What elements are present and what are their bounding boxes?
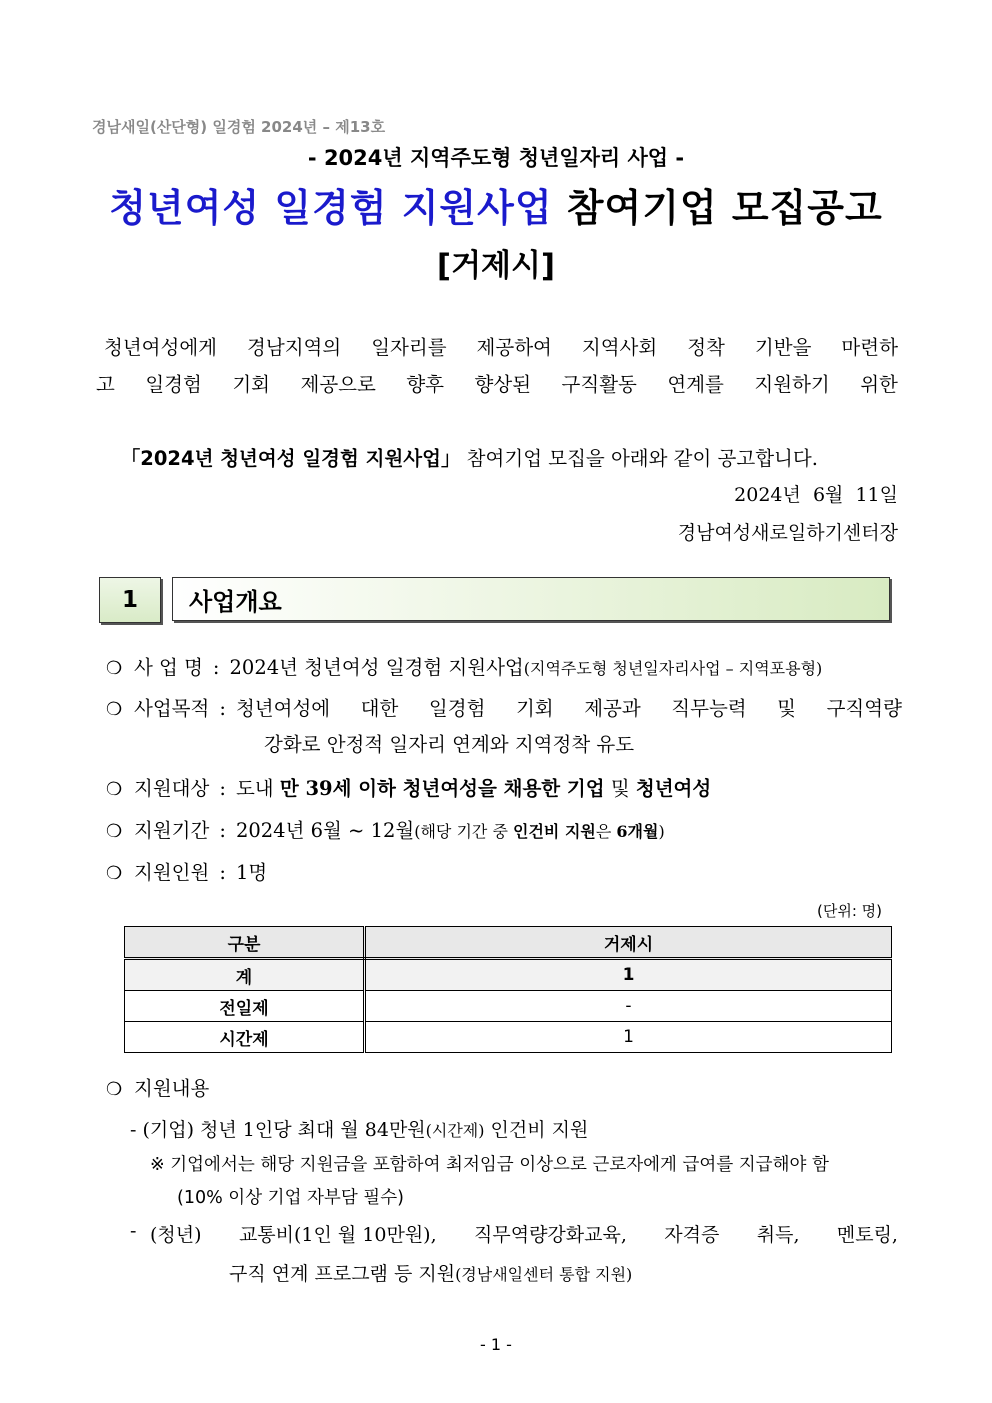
dash: - <box>130 1119 137 1141</box>
recruitment-table <box>124 926 892 1053</box>
intro-line-3-rest: 참여기업 모집을 아래와 같이 공고합니다. <box>460 447 818 470</box>
purpose-word: 일경험 <box>428 697 486 720</box>
intro-line-1 <box>96 329 898 366</box>
purpose-word: 및 <box>777 697 797 720</box>
intro-word: 구직활동 <box>561 373 637 396</box>
item-colon: : <box>219 697 226 720</box>
region-title: [거제시] <box>436 248 556 284</box>
period-note: ) <box>658 822 665 841</box>
item-people <box>106 857 902 885</box>
table-cell: 전일제 <box>125 991 365 1022</box>
support-youth-line-1 <box>150 1220 898 1247</box>
target-highlight: 만 39세 이하 청년여성을 채용한 기업 <box>279 777 605 800</box>
item-value: 1명 <box>235 861 268 884</box>
support-company-text: (기업) 청년 1인당 최대 월 84만원 <box>142 1119 426 1141</box>
period-note: 은 <box>595 822 617 841</box>
document-title <box>0 177 992 232</box>
youth-word: 멘토링, <box>836 1224 898 1246</box>
purpose-word: 직무능력 <box>671 697 747 720</box>
intro-word: 위한 <box>860 373 898 396</box>
business-name-note: (지역주도형 청년일자리사업 – 지역포용형) <box>523 659 823 678</box>
intro-word: 지원하기 <box>754 373 830 396</box>
intro-word: 일경험 <box>145 373 202 396</box>
support-company <box>130 1115 588 1142</box>
bullet-circle-icon: ❍ <box>106 658 123 679</box>
item-colon: : <box>219 819 226 842</box>
table-cell: - <box>365 991 892 1022</box>
bullet-circle-icon: ❍ <box>106 779 123 800</box>
page-number: - 1 - <box>480 1335 512 1354</box>
intro-line-2 <box>96 366 898 403</box>
item-period <box>106 815 902 843</box>
item-purpose <box>106 693 902 721</box>
youth-word: (청년) <box>150 1224 202 1246</box>
table-header-cell: 거제시 <box>365 927 892 959</box>
support-note-line-2: (10% 이상 기업 자부담 필수) <box>177 1188 404 1208</box>
purpose-line-2: 강화로 안정적 일자리 연계와 지역정착 유도 <box>264 733 635 756</box>
intro-word: 제공하여 <box>476 336 552 359</box>
item-colon: : <box>219 777 226 800</box>
intro-word: 기회 <box>232 373 271 396</box>
intro-word: 연계를 <box>667 373 724 396</box>
item-target <box>106 773 902 801</box>
announcement-date: 2024년 6월 11일 <box>734 484 898 506</box>
youth-word: 교통비(1인 월 10만원), <box>238 1224 437 1246</box>
youth-word: 취득, <box>756 1224 800 1246</box>
table-cell: 1 <box>365 959 892 991</box>
title-highlight: 청년여성 일경험 지원사업 <box>109 186 553 230</box>
bullet-circle-icon: ❍ <box>106 699 123 720</box>
purpose-word: 제공과 <box>584 697 641 720</box>
youth-word: 자격증 <box>664 1224 720 1246</box>
item-label: 지원기간 <box>134 819 210 842</box>
section-title: 사업개요 <box>172 577 890 621</box>
purpose-word: 청년여성에 <box>235 697 331 720</box>
item-colon: : <box>212 656 220 679</box>
table-row <box>125 959 892 991</box>
intro-word: 정착 <box>687 336 725 359</box>
target-text: 및 <box>604 777 636 800</box>
intro-word: 경남지역의 <box>247 336 342 359</box>
item-value <box>236 815 902 843</box>
item-value <box>236 693 902 721</box>
youth-word: 직무역량강화교육, <box>474 1224 627 1246</box>
period-note: (해당 기간 중 <box>414 822 514 841</box>
table-row <box>125 991 892 1022</box>
section-number: 1 <box>99 577 161 623</box>
target-text: 도내 <box>235 777 280 800</box>
period-value: 2024년 6월 ~ 12월 <box>235 819 415 842</box>
support-company-note: (시간제) <box>425 1121 485 1140</box>
intro-word: 마련하 <box>841 336 898 359</box>
item-business-name <box>106 652 902 680</box>
table-header-cell: 구분 <box>125 927 365 959</box>
period-note-bold: 인건비 지원 <box>513 822 596 841</box>
youth-line-2-text: 구직 연계 프로그램 등 지원 <box>229 1263 456 1285</box>
program-name: 「2024년 청년여성 일경험 지원사업」 <box>120 447 461 470</box>
title-rest: 참여기업 모집공고 <box>566 186 883 230</box>
bullet-circle-icon: ❍ <box>106 821 123 842</box>
table-unit: (단위: 명) <box>817 902 882 920</box>
document-subtitle: - 2024년 지역주도형 청년일자리 사업 - <box>307 146 685 170</box>
item-colon: : <box>219 861 226 884</box>
item-label: 사 업 명 <box>134 656 203 679</box>
purpose-word: 대한 <box>360 697 399 720</box>
table-header-row <box>125 927 892 959</box>
item-label: 지원인원 <box>134 861 210 884</box>
support-youth-line-2 <box>229 1259 632 1286</box>
item-support <box>106 1073 902 1101</box>
intro-word: 제공으로 <box>300 373 376 396</box>
intro-word: 고 <box>96 373 115 396</box>
issuer-name: 경남여성새로일하기센터장 <box>677 522 898 544</box>
item-label: 지원내용 <box>134 1077 210 1100</box>
table-row <box>125 1022 892 1053</box>
support-youth <box>130 1220 898 1247</box>
intro-word: 향후 <box>406 373 445 396</box>
purpose-word: 구직역량 <box>826 697 902 720</box>
item-label: 지원대상 <box>134 777 210 800</box>
support-company-tail: 인건비 지원 <box>484 1119 589 1141</box>
bullet-circle-icon: ❍ <box>106 863 123 884</box>
target-highlight: 청년여성 <box>635 777 712 800</box>
document-number: 경남새일(산단형) 일경험 2024년 – 제13호 <box>92 118 386 136</box>
dash: - <box>130 1220 137 1242</box>
support-note-line-1: ※ 기업에서는 해당 지원금을 포함하여 최저임금 이상으로 근로자에게 급여를 지급해야 함 <box>150 1155 829 1175</box>
purpose-word: 기회 <box>515 697 554 720</box>
intro-word: 일자리를 <box>371 336 447 359</box>
item-label: 사업목적 <box>134 697 210 720</box>
table-cell: 계 <box>125 959 365 991</box>
intro-word: 청년여성에게 <box>104 336 218 359</box>
bullet-circle-icon: ❍ <box>106 1079 123 1100</box>
period-note-bold: 6개월 <box>616 822 659 841</box>
business-name: 2024년 청년여성 일경험 지원사업 <box>229 656 524 679</box>
item-value <box>236 773 902 801</box>
intro-word: 향상된 <box>474 373 532 396</box>
item-value <box>230 652 903 680</box>
table-cell: 1 <box>365 1022 892 1053</box>
intro-word: 기반을 <box>754 336 812 359</box>
intro-word: 지역사회 <box>581 336 658 359</box>
table-cell: 시간제 <box>125 1022 365 1053</box>
youth-line-2-note: (경남새일센터 통합 지원) <box>455 1265 633 1284</box>
